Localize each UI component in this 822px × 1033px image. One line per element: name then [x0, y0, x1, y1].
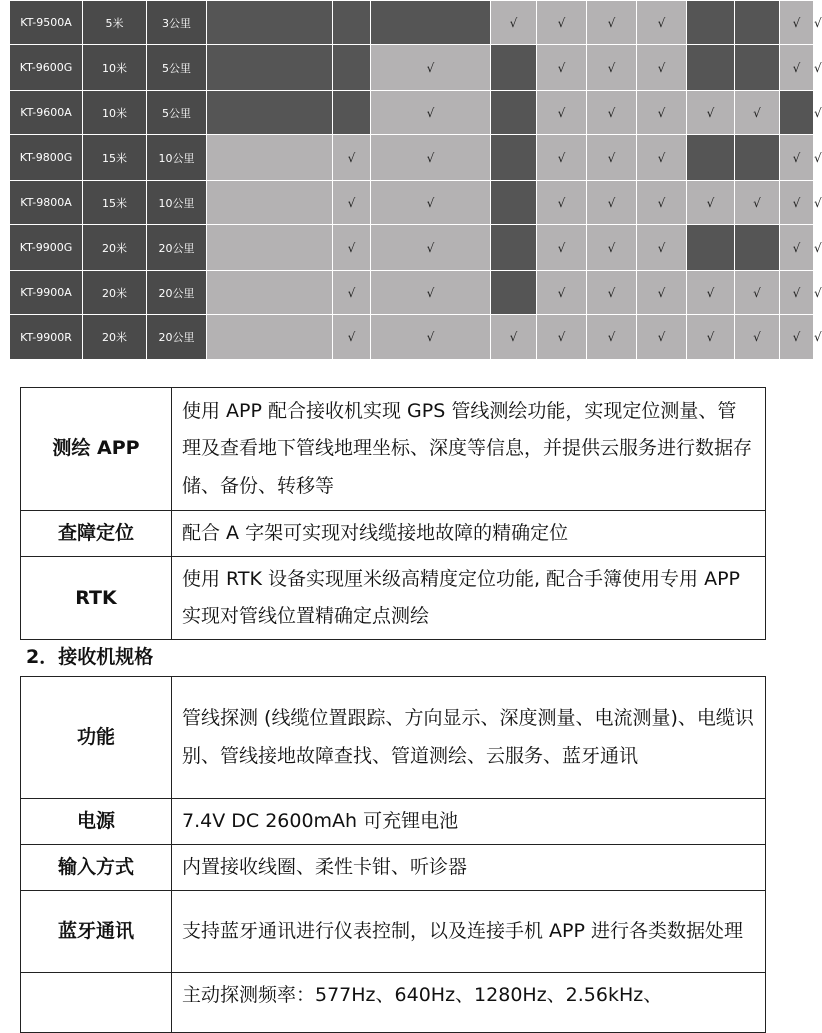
section-heading: 2．接收机规格 [26, 646, 154, 668]
feature-cell: √ [637, 315, 687, 360]
table-row [21, 388, 766, 511]
feature-cell: √ [537, 271, 587, 315]
feature-cell: √ [587, 181, 637, 225]
table-row: KT-9500A 5米 3公里 √ √ √ √ √ √ [10, 1, 814, 45]
range-cell: 5公里 [147, 91, 207, 135]
feature-cell: √ [780, 181, 814, 225]
model-cell: KT-9900G [10, 225, 83, 271]
feature-cell [780, 91, 814, 135]
feature-cell [207, 135, 333, 181]
feature-cell: √ [687, 181, 735, 225]
model-cell: KT-9800G [10, 135, 83, 181]
table-row: KT-9800A 15米 10公里 √ √ √ √ √ √ √ √ √ [10, 181, 814, 225]
model-cell: KT-9500A [10, 1, 83, 45]
feature-cell: √ [687, 315, 735, 360]
feature-cell [207, 225, 333, 271]
spec-key: 功能 [21, 677, 172, 799]
feature-cell [491, 225, 537, 271]
feature-cell: √ [587, 45, 637, 91]
range-cell: 20公里 [147, 315, 207, 360]
feature-cell [207, 45, 333, 91]
range-cell: 5公里 [147, 45, 207, 91]
range-cell: 3公里 [147, 1, 207, 45]
feature-cell: √ [735, 315, 780, 360]
feature-cell: √ [780, 135, 814, 181]
table-row [21, 799, 766, 845]
feature-cell: √ [371, 91, 491, 135]
feature-cell: √ [587, 315, 637, 360]
feature-cell: √ [780, 315, 814, 360]
feature-cell: √ [333, 181, 371, 225]
table-row: KT-9900G 20米 20公里 √ √ √ √ √ √ √ [10, 225, 814, 271]
feature-cell [333, 1, 371, 45]
feature-cell: √ [587, 225, 637, 271]
range-cell: 10公里 [147, 135, 207, 181]
range-cell: 10公里 [147, 181, 207, 225]
feature-cell: √ [537, 315, 587, 360]
spec-value: 内置接收线圈、柔性卡钳、听诊器 [172, 845, 766, 891]
depth-cell: 10米 [83, 91, 147, 135]
feature-cell [333, 91, 371, 135]
feature-cell: √ [637, 1, 687, 45]
spec-value: 7.4V DC 2600mAh 可充锂电池 [172, 799, 766, 845]
range-cell: 20公里 [147, 225, 207, 271]
feature-cell: √ [491, 1, 537, 45]
feature-cell [491, 45, 537, 91]
feature-cell [491, 181, 537, 225]
depth-cell: 20米 [83, 225, 147, 271]
feature-cell: √ [735, 91, 780, 135]
spec-key: 电源 [21, 799, 172, 845]
feature-cell [207, 1, 333, 45]
feature-cell [735, 1, 780, 45]
table-row: KT-9600G 10米 5公里 √ √ √ √ √ √ [10, 45, 814, 91]
table-row: KT-9600A 10米 5公里 √ √ √ √ √ √ √ [10, 91, 814, 135]
table-row: KT-9900R 20米 20公里 √ √ √ √ √ √ √ √ √ √ [10, 315, 814, 360]
feature-cell: √ [491, 315, 537, 360]
feature-cell: √ [537, 181, 587, 225]
table-row: KT-9800G 15米 10公里 √ √ √ √ √ √ √ [10, 135, 814, 181]
spec-value: 使用 APP 配合接收机实现 GPS 管线测绘功能，实现定位测量、管理及查看地下管线地理坐标、深度等信息，并提供云服务进行数据存储、备份、转移等 [172, 388, 766, 511]
feature-cell: √ [780, 271, 814, 315]
model-cell: KT-9600G [10, 45, 83, 91]
feature-cell [735, 135, 780, 181]
feature-cell: √ [537, 1, 587, 45]
feature-cell: √ [637, 45, 687, 91]
spec-key: 蓝牙通讯 [21, 891, 172, 973]
feature-cell: √ [371, 135, 491, 181]
feature-cell: √ [587, 91, 637, 135]
feature-cell: √ [333, 135, 371, 181]
feature-cell [371, 1, 491, 45]
feature-cell: √ [537, 45, 587, 91]
feature-cell: √ [537, 91, 587, 135]
spec-value: 支持蓝牙通讯进行仪表控制，以及连接手机 APP 进行各类数据处理 [172, 891, 766, 973]
feature-cell: √ [587, 1, 637, 45]
table-row [21, 973, 766, 1033]
feature-cell: √ [371, 45, 491, 91]
feature-cell: √ [637, 271, 687, 315]
model-cell: KT-9800A [10, 181, 83, 225]
spec-key: RTK [21, 557, 172, 640]
depth-cell: 15米 [83, 135, 147, 181]
feature-cell: √ [687, 91, 735, 135]
spec-key: 查障定位 [21, 511, 172, 557]
depth-cell: 10米 [83, 45, 147, 91]
feature-cell [491, 91, 537, 135]
table-row [21, 891, 766, 973]
model-comparison-table [9, 0, 822, 360]
feature-cell [735, 225, 780, 271]
feature-cell: √ [587, 271, 637, 315]
feature-cell: √ [371, 181, 491, 225]
spec-key: 输入方式 [21, 845, 172, 891]
depth-cell: 5米 [83, 1, 147, 45]
feature-cell: √ [780, 1, 814, 45]
feature-cell: √ [537, 225, 587, 271]
feature-cell: √ [587, 135, 637, 181]
depth-cell: 20米 [83, 315, 147, 360]
spec-key: 测绘 APP [21, 388, 172, 511]
table-row: KT-9900A 20米 20公里 √ √ √ √ √ √ √ √ √ [10, 271, 814, 315]
feature-cell [687, 225, 735, 271]
feature-cell: √ [637, 181, 687, 225]
model-cell: KT-9900R [10, 315, 83, 360]
feature-cell [207, 271, 333, 315]
feature-cell: √ [371, 225, 491, 271]
spec-value: 主动探测频率：577Hz、640Hz、1280Hz、2.56kHz、 [172, 973, 766, 1033]
feature-cell: √ [637, 225, 687, 271]
spec-value: 管线探测 (线缆位置跟踪、方向显示、深度测量、电流测量)、电缆识别、管线接地故障查找、管道测绘、云服务、蓝牙通讯 [172, 677, 766, 799]
feature-cell: √ [371, 271, 491, 315]
feature-spec-table [20, 387, 766, 640]
feature-cell [491, 135, 537, 181]
feature-cell: √ [780, 225, 814, 271]
depth-cell: 20米 [83, 271, 147, 315]
feature-cell: √ [537, 135, 587, 181]
feature-cell [687, 45, 735, 91]
feature-cell: √ [687, 271, 735, 315]
table-row [21, 845, 766, 891]
depth-cell: 15米 [83, 181, 147, 225]
feature-cell [207, 315, 333, 360]
model-cell: KT-9900A [10, 271, 83, 315]
table-row [21, 557, 766, 640]
feature-cell: √ [371, 315, 491, 360]
spec-value: 配合 A 字架可实现对线缆接地故障的精确定位 [172, 511, 766, 557]
feature-cell [687, 1, 735, 45]
feature-cell: √ [780, 45, 814, 91]
feature-cell: √ [333, 271, 371, 315]
feature-cell [491, 271, 537, 315]
range-cell: 20公里 [147, 271, 207, 315]
feature-cell [735, 45, 780, 91]
feature-cell [687, 135, 735, 181]
feature-cell: √ [637, 135, 687, 181]
spec-value: 使用 RTK 设备实现厘米级高精度定位功能, 配合手簿使用专用 APP 实现对管线位置精确定点测绘 [172, 557, 766, 640]
table-row [21, 677, 766, 799]
feature-cell: √ [637, 91, 687, 135]
receiver-spec-table [20, 676, 766, 1033]
feature-cell: √ [735, 181, 780, 225]
feature-cell: √ [333, 225, 371, 271]
feature-cell: √ [735, 271, 780, 315]
feature-cell [207, 91, 333, 135]
feature-cell [207, 181, 333, 225]
feature-cell: √ [333, 315, 371, 360]
table-row [21, 511, 766, 557]
model-cell: KT-9600A [10, 91, 83, 135]
feature-cell [333, 45, 371, 91]
spec-key [21, 973, 172, 1033]
